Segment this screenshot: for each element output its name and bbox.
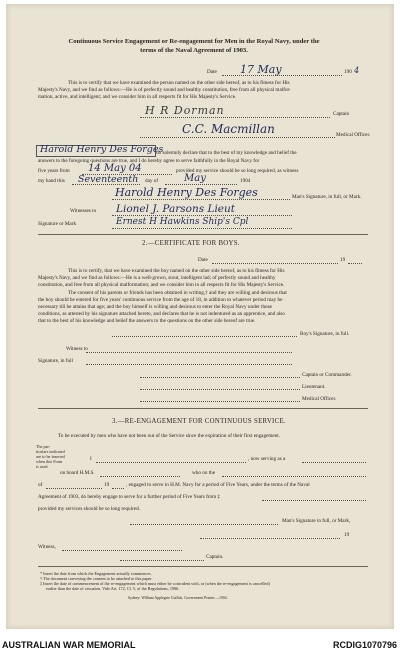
reeng-ship-line: [100, 476, 180, 477]
reeng-line5: provided my services should be so long required.: [38, 506, 140, 512]
cert2-line1: This is to certify, that we have examined the boy named on the other side hereof, as to his fitness for His: [68, 268, 285, 274]
cert2-captain-line: [140, 377, 300, 378]
man-signature-label: Man's Signature, in full, or Mark.: [292, 194, 362, 200]
boy-signature-label: Boy's Signature, in full.: [300, 331, 350, 337]
cert2-captain-label: Captain or Commander.: [302, 372, 352, 378]
cert2-line8: that to the best of his knowledge and belief the answers to the questions on the other side hereof are true.: [38, 318, 256, 324]
name-handwritten: Harold Henry Des Forges: [40, 144, 164, 155]
witness2-handwritten: Ernest H Hawkins Ship's Cpl: [116, 217, 249, 227]
footnote-2: † The document conveying the consent to be attached to this paper.: [40, 576, 153, 581]
cert2-lieutenant-label: Lieutenant.: [302, 384, 326, 390]
reeng-who-on-the: who on the: [192, 470, 216, 476]
medical-officer-label: Medical Officer.: [336, 132, 371, 138]
month-handwritten: May: [184, 173, 206, 184]
cert2-date-line: [212, 263, 338, 264]
cert2-line5: the boy should be entered for five years' continuous service from the age of 18, in addition to whatever period may be: [38, 297, 283, 303]
cert1-line1: This is to certify that we have examined the person named on the other side hereof, as to his fitness for His: [68, 80, 290, 86]
archive-id: RCDIG1070796: [332, 640, 397, 650]
witnesses-to-label: Witnesses to: [70, 208, 97, 214]
cert2-medical-label: Medical Officer.: [302, 396, 337, 402]
reeng-signature-line: [130, 524, 278, 525]
cert2-line3: constitution, and free from all physical malformation; and we consider him in all respects fit for His Majesty's Service.: [38, 282, 285, 288]
form-title-line1: Continuous Service Engagement or Re-engagement for Men in the Royal Navy, under the: [68, 38, 320, 45]
year-handwritten: 4: [354, 66, 360, 75]
medical-line: [140, 137, 335, 138]
date-label: Date: [207, 69, 217, 75]
margin-note-4: when this Form: [36, 459, 63, 464]
declaration-line1: do solemnly declare that to the best of my knowledge and belief the: [156, 150, 297, 156]
declaration-five-years: five years from: [38, 168, 70, 174]
cert2-signature-full: Signature, in full: [38, 358, 74, 364]
man-signature-handwritten: Harold Henry Des Forges: [115, 186, 258, 199]
cert2-line7: conditions, as attested by his signature attached hereto, and declares that he is not indentured as an apprentice, and also: [38, 311, 285, 317]
reeng-year-19: 19: [344, 532, 350, 538]
day-of-label: day of: [145, 178, 159, 184]
date-handwritten: 17 May: [240, 63, 282, 76]
reeng-day-line: [222, 476, 366, 477]
declaration-my-hand: my hand this: [38, 178, 65, 184]
archive-name: AUSTRALIAN WAR MEMORIAL: [2, 640, 136, 650]
reengagement-heading: 3.—RE-ENGAGEMENT FOR CONTINUOUS SERVICE.: [112, 418, 286, 425]
footnote-4: earlier than the date of cessation. Vide Art. 172, Cl. 5, of the Regulations, 1906.: [46, 586, 180, 591]
reeng-captain-line: [120, 560, 204, 561]
witness1-line: [112, 215, 292, 216]
month-line: [165, 184, 237, 185]
footnote-rule: [38, 566, 368, 567]
cert2-line2: Majesty's Navy, and we find as follows:—He is a well-grown, stout, intelligent lad; of perfectly sound and healthy: [38, 275, 276, 281]
cert2-lieutenant-line: [140, 389, 300, 390]
margin-note-5: is used: [36, 464, 48, 469]
declaration-line3: provided my service should be so long required, as witness: [176, 168, 299, 174]
reeng-year-line: [112, 488, 124, 489]
margin-note-3: are to be inserted: [36, 454, 65, 459]
cert-boys-heading: 2.—CERTIFICATE FOR BOYS.: [142, 240, 240, 247]
man-signature-line: [112, 199, 290, 200]
reeng-signature-label: Man's Signature in full, or Mark,: [282, 518, 351, 524]
reeng-witness-label: Witness,: [38, 544, 56, 550]
reeng-captain-label: Captain.: [206, 554, 224, 560]
reeng-witness-line: [62, 550, 182, 551]
witness1-handwritten: Lionel J. Parsons Lieut: [116, 203, 235, 215]
witness2-line: [112, 228, 292, 229]
section-divider-2: [38, 408, 368, 409]
cert2-line6: necessary till he attains that age; and the boy himself is willing and desirous to enter the Royal Navy under those: [38, 304, 272, 310]
reeng-on-board: on board H.M.S.: [60, 470, 95, 476]
cert2-date-label: Date: [198, 257, 208, 263]
captain-stamp-signature: H R Dorman: [145, 104, 225, 117]
start-date-handwritten: 14 May 04: [88, 163, 142, 174]
cert2-witness-to: Witness to: [66, 346, 88, 352]
reeng-of: of: [38, 482, 43, 488]
printer-imprint: Sydney: William Applegate Gullick, Government Printer.—1904.: [128, 596, 228, 600]
footnote-1: * Insert the date from which the Engagement actually commences.: [40, 571, 152, 576]
cert2-year-line: [348, 263, 362, 264]
cert2-medical-line: [140, 401, 300, 402]
cert2-witness-line2: [86, 364, 292, 365]
reeng-line3: , engaged to serve in H.M. Navy for a period of Five Years, under the terms of the Naval: [126, 482, 310, 488]
boy-signature-line: [112, 336, 297, 337]
footnote-3: ‡ Insert the date of commencement of the re-engagement which must either be coincident with, or (when the re-engagement is cancelled): [40, 581, 270, 586]
section-divider-1: [38, 234, 368, 235]
reeng-from-line: [262, 500, 366, 501]
reeng-19: 19: [104, 482, 110, 488]
cert2-year: 19: [340, 257, 346, 263]
margin-note-2: ticulars indicated: [36, 449, 65, 454]
declaration-year: 1904: [240, 178, 251, 184]
form-title-line2: terms of the Naval Agreement of 1903.: [140, 47, 248, 54]
reeng-rating-line: [302, 462, 366, 463]
captain-line: [140, 117, 330, 118]
signature-or-mark-label: Signature or Mark: [38, 221, 77, 227]
reeng-serving-as: , now serving as a: [248, 456, 286, 462]
cert2-witness-line1: [86, 352, 292, 353]
reeng-I: I: [90, 456, 92, 462]
margin-note-1: The par-: [36, 444, 51, 449]
year-printed: 190: [344, 69, 352, 75]
reengagement-intro: To be executed by men who have not been out of the Service since the expiration of their first engagement.: [58, 433, 281, 439]
captain-label: Captain: [333, 111, 350, 117]
cert2-line4: The consent of his parents or friends has been obtained in writing,† and they are willing and desirous that: [68, 290, 287, 296]
cert1-line3: mation, active, and intelligent; and we consider him in all respects fit for His Majesty's Service.: [38, 94, 237, 100]
day-handwritten: Seventeenth: [78, 174, 139, 185]
reeng-line4: Agreement of 1903, do hereby engage to serve for a further period of Five Years from ‡: [38, 494, 221, 500]
reeng-date-line: [200, 538, 340, 539]
medical-officer-signature: C.C. Macmillan: [182, 122, 275, 136]
declaration-line2: answers to the foregoing questions are true, and I do hereby agree to serve faithfully in the Royal Navy for: [38, 158, 260, 164]
reeng-month-line: [46, 488, 102, 489]
cert1-line2: Majesty's Navy, and we find as follows:—He is of perfectly sound and healthy constitution, free from all physical malfor-: [38, 87, 291, 93]
reeng-name-line: [96, 462, 246, 463]
